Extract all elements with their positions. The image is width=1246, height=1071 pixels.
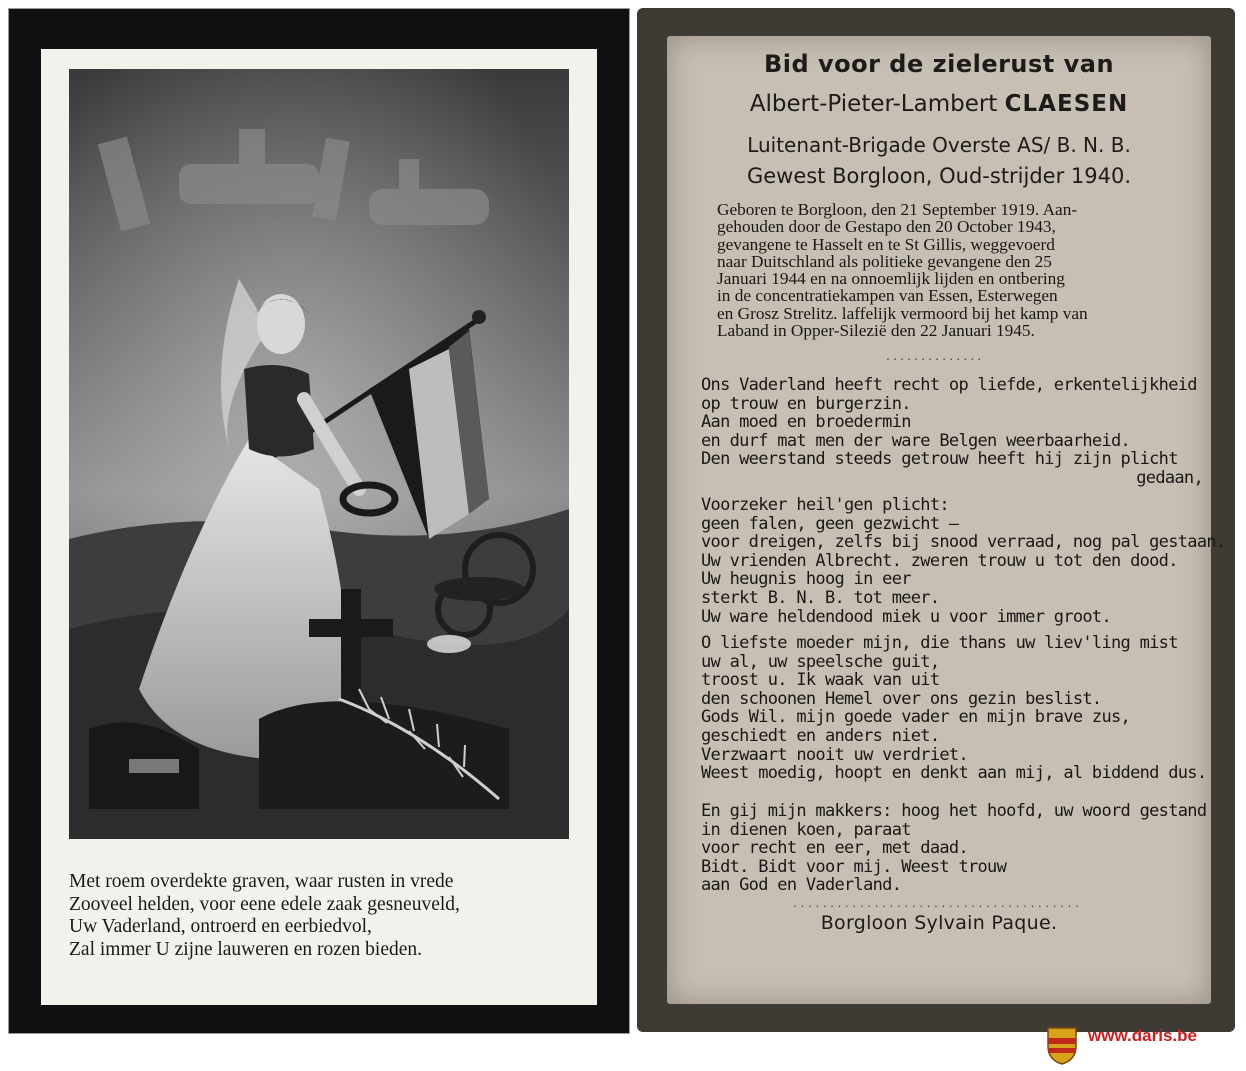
bio-line: gehouden door de Gestapo den 20 October 1943, (717, 217, 1056, 237)
bio-line: Laband in Opper-Silezië den 22 Januari 1945. (717, 321, 1035, 341)
engraving-illustration (69, 69, 569, 839)
closing-separator: ....................................... (792, 900, 1082, 910)
deceased-given-names: Albert-Pieter-Lambert (749, 91, 998, 117)
left-card-poem (69, 871, 589, 961)
deceased-region: Gewest Borgloon, Oud-strijder 1940. (746, 164, 1132, 188)
bio-line: gevangene te Hasselt en te St Gillis, weggevoerd (717, 234, 1055, 254)
printer-credit: Borgloon Sylvain Paque. (820, 912, 1058, 934)
left-poem-line: Met roem overdekte graven, waar rusten in vrede (69, 871, 454, 892)
poem-line: voor recht en eer, met daad. (701, 838, 968, 859)
poem-line: op trouw en burgerzin. (701, 393, 911, 414)
left-card-inner-panel (41, 49, 597, 1005)
left-poem-line: Uw Vaderland, ontroerd en eerbiedvol, (69, 916, 372, 937)
poem-line: voor dreigen, zelfs bij snood verraad, nog pal gestaan. (701, 532, 1226, 553)
poem-line: gedaan, (1136, 467, 1203, 488)
bio-line: in de concentratiekampen van Essen, Esterwegen (717, 286, 1058, 306)
poem-stanza-4 (701, 802, 1211, 895)
poem-line: aan God en Vaderland. (701, 875, 902, 896)
watermark-url-text[interactable]: www.daris.be (1088, 1026, 1197, 1045)
biography-paragraph (717, 201, 1207, 339)
poem-stanza-3 (701, 634, 1211, 783)
poem-line: troost u. Ik waak van uit (701, 670, 940, 691)
bio-separator: .............. (885, 352, 984, 363)
poem-line: Voorzeker heil'gen plicht: (701, 495, 949, 515)
poem-line: O liefste moeder mijn, die thans uw liev'ling mist (701, 633, 1178, 653)
poem-line: Gods Wil. mijn goede vader en mijn brave zus, (701, 707, 1131, 728)
bio-line: Januari 1944 en na onnoemlijk lijden en ontbering (717, 269, 1065, 289)
left-poem-line: Zooveel helden, voor eene edele zaak gesneuveld, (69, 893, 460, 915)
poem-line: en durf mat men der ware Belgen weerbaarheid. (701, 430, 1131, 451)
poem-line: Aan moed en broedermin (701, 412, 911, 433)
poem-stanza-2 (701, 495, 1226, 627)
bio-line: naar Duitschland als politieke gevangene den 25 (717, 251, 1052, 271)
poem-line: Uw vrienden Albrecht. zweren trouw u tot den dood. (701, 550, 1178, 571)
poem-stanza-1 (701, 376, 1211, 488)
left-memorial-card (8, 8, 630, 1034)
left-poem-line: Zal immer U zijne lauweren en rozen bieden. (69, 938, 423, 960)
poem-line: Bidt. Bidt voor mij. Weest trouw (701, 856, 1007, 877)
poem-line: uw al, uw speelsche guit, (701, 651, 940, 672)
deceased-name (667, 91, 1211, 117)
poem-line: geschiedt en anders niet. (701, 725, 940, 746)
coat-of-arms-icon (1044, 1026, 1080, 1071)
prayer-title: Bid voor de zielerust van (763, 50, 1115, 78)
poem-line: Ons Vaderland heeft recht op liefde, erkentelijkheid (701, 375, 1197, 395)
poem-line: Uw heugnis hoog in eer (701, 569, 911, 590)
poem-line: Uw ware heldendood miek u voor immer groot. (701, 606, 1111, 627)
mourning-engraving-image (69, 69, 569, 839)
poem-line: in dienen koen, paraat (701, 819, 911, 840)
poem-line: geen falen, geen gezwicht — (701, 513, 959, 534)
poem-line: Weest moedig, hoopt en denkt aan mij, al biddend dus. (701, 763, 1207, 784)
deceased-rank: Luitenant-Brigade Overste AS/ B. N. B. (747, 133, 1131, 157)
right-memorial-card (637, 8, 1235, 1032)
poem-line: Den weerstand steeds getrouw heeft hij zijn plicht (701, 449, 1178, 470)
poem-line: den schoonen Hemel over ons gezin beslist. (701, 688, 1102, 709)
right-card-paper (667, 36, 1226, 1004)
bio-line: Geboren te Borgloon, den 21 September 1919. Aan- (717, 200, 1078, 219)
poem-line: En gij mijn makkers: hoog het hoofd, uw woord gestand (701, 801, 1207, 821)
bio-line: en Grosz Strelitz. laffelijk vermoord bij het kamp van (717, 303, 1088, 323)
poem-line: Verzwaart nooit uw verdriet. (701, 744, 968, 765)
poem-line: sterkt B. N. B. tot meer. (701, 587, 940, 608)
deceased-family-name: CLAESEN (1004, 91, 1129, 117)
